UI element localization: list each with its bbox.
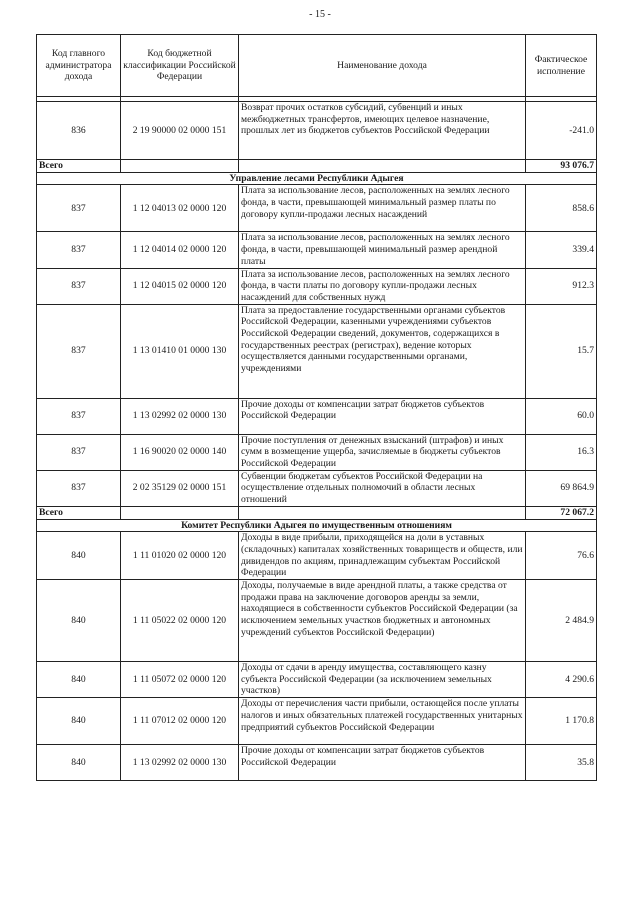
admin-code-cell: 840 xyxy=(37,532,121,580)
section-title: Управление лесами Республики Адыгея xyxy=(37,172,597,185)
empty-cell xyxy=(121,160,239,173)
table-row xyxy=(37,434,597,470)
income-name-cell: Плата за использование лесов, расположенных на землях лесного фонда, в части платы по договору купли-продажи лесных насаждений для собственных нужд xyxy=(239,268,526,304)
amount-cell: 35.8 xyxy=(526,745,597,781)
amount-cell: 858.6 xyxy=(526,185,597,232)
admin-code-cell: 840 xyxy=(37,580,121,662)
total-label: Всего xyxy=(37,160,121,173)
budget-code-cell: 1 13 02992 02 0000 130 xyxy=(121,745,239,781)
total-label: Всего xyxy=(37,506,121,519)
total-amount: 72 067.2 xyxy=(526,506,597,519)
income-name-cell: Доходы в виде прибыли, приходящейся на доли в уставных (складочных) капиталах хозяйственных товариществ и обществ, или дивидендов по акциям, принадлежащим субъектам Российской Федерации xyxy=(239,532,526,580)
table-row xyxy=(37,102,597,160)
income-name-cell: Субвенции бюджетам субъектов Российской Федерации на осуществление отдельных полномочий в области лесных отношений xyxy=(239,470,526,506)
empty-cell xyxy=(239,506,526,519)
table-row xyxy=(37,268,597,304)
amount-cell: 2 484.9 xyxy=(526,580,597,662)
income-name-cell: Доходы от перечисления части прибыли, остающейся после уплаты налогов и иных обязательных платежей государственных унитарных предприятий субъектов Российской Федерации xyxy=(239,698,526,745)
income-name-cell: Прочие доходы от компенсации затрат бюджетов субъектов Российской Федерации xyxy=(239,745,526,781)
income-name-cell: Плата за предоставление государственными органами субъектов Российской Федерации, казенными учреждениями субъектов Российской Федерации сведений, документов, содержащихся в государственных реестрах (регистрах), ведение которых осуществляется данными государственными органами, учреждениями xyxy=(239,304,526,398)
header-admin-code: Код главного администратора дохода xyxy=(37,35,121,97)
table-row xyxy=(37,304,597,398)
header-budget-code: Код бюджетной классификации Российской Федерации xyxy=(121,35,239,97)
admin-code-cell: 837 xyxy=(37,185,121,232)
total-amount: 93 076.7 xyxy=(526,160,597,173)
amount-cell: 69 864.9 xyxy=(526,470,597,506)
amount-cell: 76.6 xyxy=(526,532,597,580)
admin-code-cell: 837 xyxy=(37,232,121,268)
amount-cell: 60.0 xyxy=(526,398,597,434)
budget-code-cell: 1 16 90020 02 0000 140 xyxy=(121,434,239,470)
budget-code-cell: 1 11 05072 02 0000 120 xyxy=(121,662,239,698)
total-row xyxy=(37,160,597,173)
budget-code-cell: 1 12 04014 02 0000 120 xyxy=(121,232,239,268)
amount-cell: 1 170.8 xyxy=(526,698,597,745)
page-number: - 15 - xyxy=(309,9,331,20)
table-row xyxy=(37,662,597,698)
income-name-cell: Прочие доходы от компенсации затрат бюджетов субъектов Российской Федерации xyxy=(239,398,526,434)
amount-cell: 912.3 xyxy=(526,268,597,304)
table-row xyxy=(37,580,597,662)
admin-code-cell: 837 xyxy=(37,434,121,470)
table-row xyxy=(37,398,597,434)
table-row xyxy=(37,185,597,232)
budget-code-cell: 2 19 90000 02 0000 151 xyxy=(121,102,239,160)
total-row xyxy=(37,506,597,519)
amount-cell: -241.0 xyxy=(526,102,597,160)
table-row xyxy=(37,470,597,506)
budget-code-cell: 1 11 01020 02 0000 120 xyxy=(121,532,239,580)
income-table xyxy=(36,34,597,781)
admin-code-cell: 837 xyxy=(37,398,121,434)
amount-cell: 15.7 xyxy=(526,304,597,398)
amount-cell: 4 290.6 xyxy=(526,662,597,698)
amount-cell: 16.3 xyxy=(526,434,597,470)
income-name-cell: Доходы от сдачи в аренду имущества, составляющего казну субъекта Российской Федерации (за исключением земельных участков) xyxy=(239,662,526,698)
income-name-cell: Возврат прочих остатков субсидий, субвенций и иных межбюджетных трансфертов, имеющих целевое назначение, прошлых лет из бюджетов субъектов Российской Федерации xyxy=(239,102,526,160)
empty-cell xyxy=(121,506,239,519)
table-row xyxy=(37,232,597,268)
admin-code-cell: 837 xyxy=(37,304,121,398)
income-name-cell: Доходы, получаемые в виде арендной платы, а также средства от продажи права на заключение договоров аренды за земли, находящиеся в собственности субъектов Российской Федерации (за исключением земельных участков бюджетных и автономных учреждений субъектов Российской Федерации) xyxy=(239,580,526,662)
admin-code-cell: 840 xyxy=(37,745,121,781)
header-income-name: Наименование дохода xyxy=(239,35,526,97)
amount-cell: 339.4 xyxy=(526,232,597,268)
table-header-row xyxy=(37,35,597,97)
budget-code-cell: 1 12 04015 02 0000 120 xyxy=(121,268,239,304)
admin-code-cell: 837 xyxy=(37,268,121,304)
header-actual: Фактическое исполнение xyxy=(526,35,597,97)
budget-code-cell: 1 11 07012 02 0000 120 xyxy=(121,698,239,745)
table-row xyxy=(37,532,597,580)
admin-code-cell: 840 xyxy=(37,698,121,745)
budget-code-cell: 2 02 35129 02 0000 151 xyxy=(121,470,239,506)
budget-code-cell: 1 13 01410 01 0000 130 xyxy=(121,304,239,398)
section-row xyxy=(37,519,597,532)
income-name-cell: Плата за использование лесов, расположенных на землях лесного фонда, в части, превышающей минимальный размер арендной платы xyxy=(239,232,526,268)
admin-code-cell: 836 xyxy=(37,102,121,160)
admin-code-cell: 837 xyxy=(37,470,121,506)
budget-code-cell: 1 11 05022 02 0000 120 xyxy=(121,580,239,662)
budget-code-cell: 1 12 04013 02 0000 120 xyxy=(121,185,239,232)
section-title: Комитет Республики Адыгея по имущественным отношениям xyxy=(37,519,597,532)
admin-code-cell: 840 xyxy=(37,662,121,698)
table-row xyxy=(37,698,597,745)
income-name-cell: Плата за использование лесов, расположенных на землях лесного фонда, в части, превышающей минимальный размер платы по договору купли-продажи лесных насаждений xyxy=(239,185,526,232)
empty-cell xyxy=(239,160,526,173)
income-name-cell: Прочие поступления от денежных взысканий (штрафов) и иных сумм в возмещение ущерба, зачисляемые в бюджеты субъектов Российской Федерации xyxy=(239,434,526,470)
table-row xyxy=(37,745,597,781)
budget-code-cell: 1 13 02992 02 0000 130 xyxy=(121,398,239,434)
section-row xyxy=(37,172,597,185)
